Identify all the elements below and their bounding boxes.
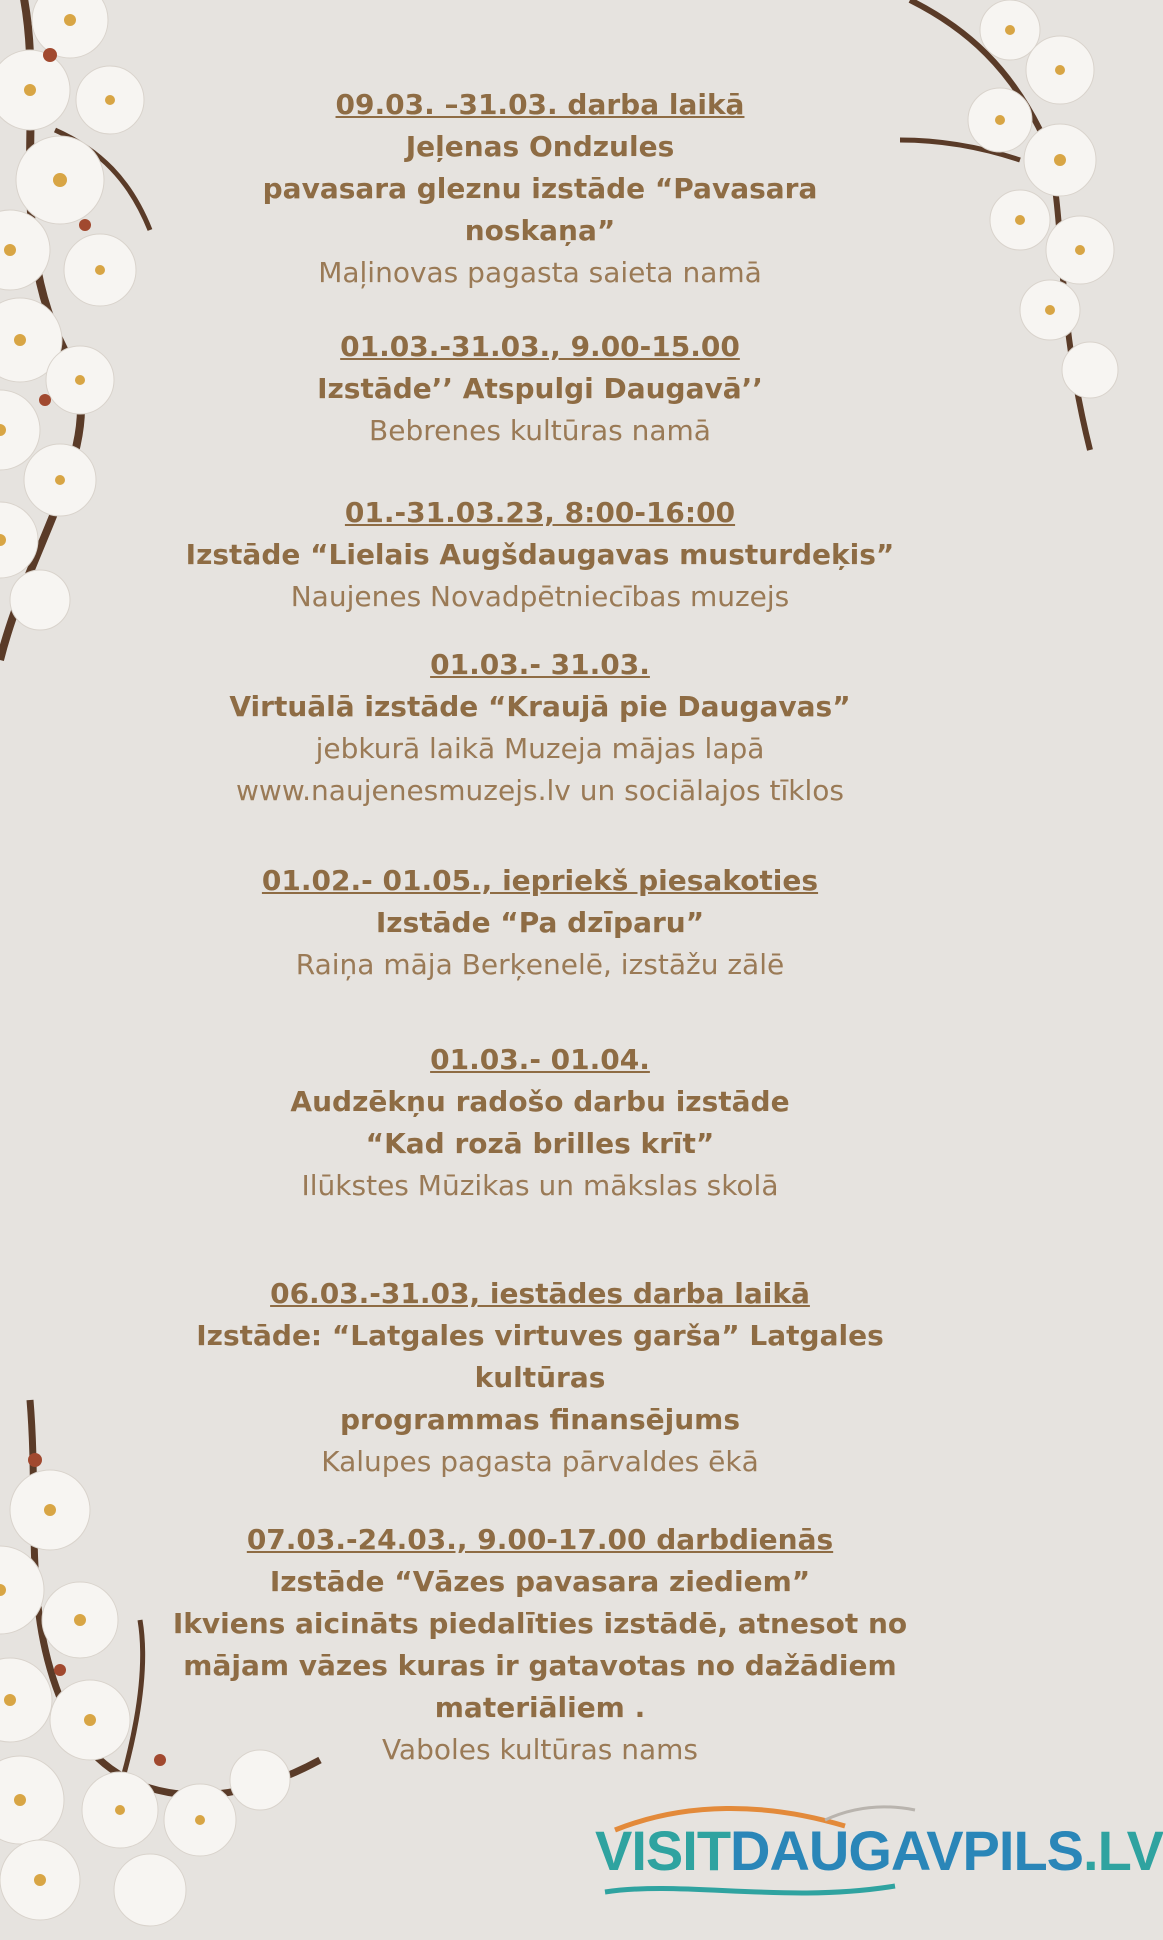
event-title-line: Audzēkņu radošo darbu izstāde [290, 1085, 790, 1118]
event-date: 01.03.- 01.04. [430, 1043, 650, 1076]
event-item [130, 1519, 950, 1771]
event-title-line: Virtuālā izstāde “Kraujā pie Daugavas” [229, 690, 851, 723]
event-item [130, 84, 950, 294]
event-date: 07.03.-24.03., 9.00-17.00 darbdienās [246, 1523, 834, 1556]
event-title-line: Izstāde: “Latgales virtuves garša” Latgales kultūras [196, 1319, 884, 1394]
event-date: 01.02.- 01.05., iepriekš piesakoties [261, 864, 819, 897]
event-title-line: Jeļenas Ondzules [405, 130, 675, 163]
event-place: Maļinovas pagasta saieta namā [318, 256, 762, 289]
event-title-line: Ikviens aicināts piedalīties izstādē, atnesot no [172, 1607, 908, 1640]
event-date: 01.03.- 31.03. [430, 648, 650, 681]
event-title-line: materiāliem . [434, 1691, 646, 1724]
event-place: jebkurā laikā Muzeja mājas lapā [315, 732, 765, 765]
event-item [130, 1273, 950, 1483]
event-title-line: Izstāde “Lielais Augšdaugavas musturdeķis” [185, 538, 895, 571]
event-title-line: noskaņa” [464, 214, 616, 247]
event-item [130, 1039, 950, 1207]
event-date: 01.03.-31.03., 9.00-15.00 [340, 330, 740, 363]
event-title-line: “Kad rozā brilles krīt” [365, 1127, 715, 1160]
event-item [130, 644, 950, 812]
event-item [130, 492, 950, 618]
event-title-line: Izstāde “Pa dzīparu” [375, 906, 705, 939]
event-place: Naujenes Novadpētniecības muzejs [290, 580, 790, 613]
logo-text: VISITDAUGAVPILS.LV [595, 1819, 1163, 1882]
event-date: 09.03. –31.03. darba laikā [335, 88, 745, 121]
event-website-link: www.naujenesmuzejs.lv un sociālajos tīklos [236, 774, 844, 807]
event-title-line: Izstāde “Vāzes pavasara ziediem” [269, 1565, 811, 1598]
event-title-line: pavasara gleznu izstāde “Pavasara [262, 172, 818, 205]
event-item [130, 860, 950, 986]
event-place: Kalupes pagasta pārvaldes ēkā [321, 1445, 759, 1478]
event-title-line: Izstāde’’ Atspulgi Daugavā’’ [317, 372, 763, 405]
event-place: Raiņa māja Berķenelē, izstāžu zālē [295, 948, 785, 981]
event-title-line: programmas finansējums [339, 1403, 741, 1436]
event-date: 01.-31.03.23, 8:00-16:00 [344, 496, 736, 529]
visitdaugavpils-logo [595, 1800, 1163, 1905]
event-place: Vaboles kultūras nams [381, 1733, 699, 1766]
event-place: Ilūkstes Mūzikas un mākslas skolā [301, 1169, 779, 1202]
event-item [130, 326, 950, 452]
event-title-line: mājam vāzes kuras ir gatavotas no dažādiem [183, 1649, 897, 1682]
event-place: Bebrenes kultūras namā [369, 414, 711, 447]
event-date: 06.03.-31.03, iestādes darba laikā [270, 1277, 810, 1310]
